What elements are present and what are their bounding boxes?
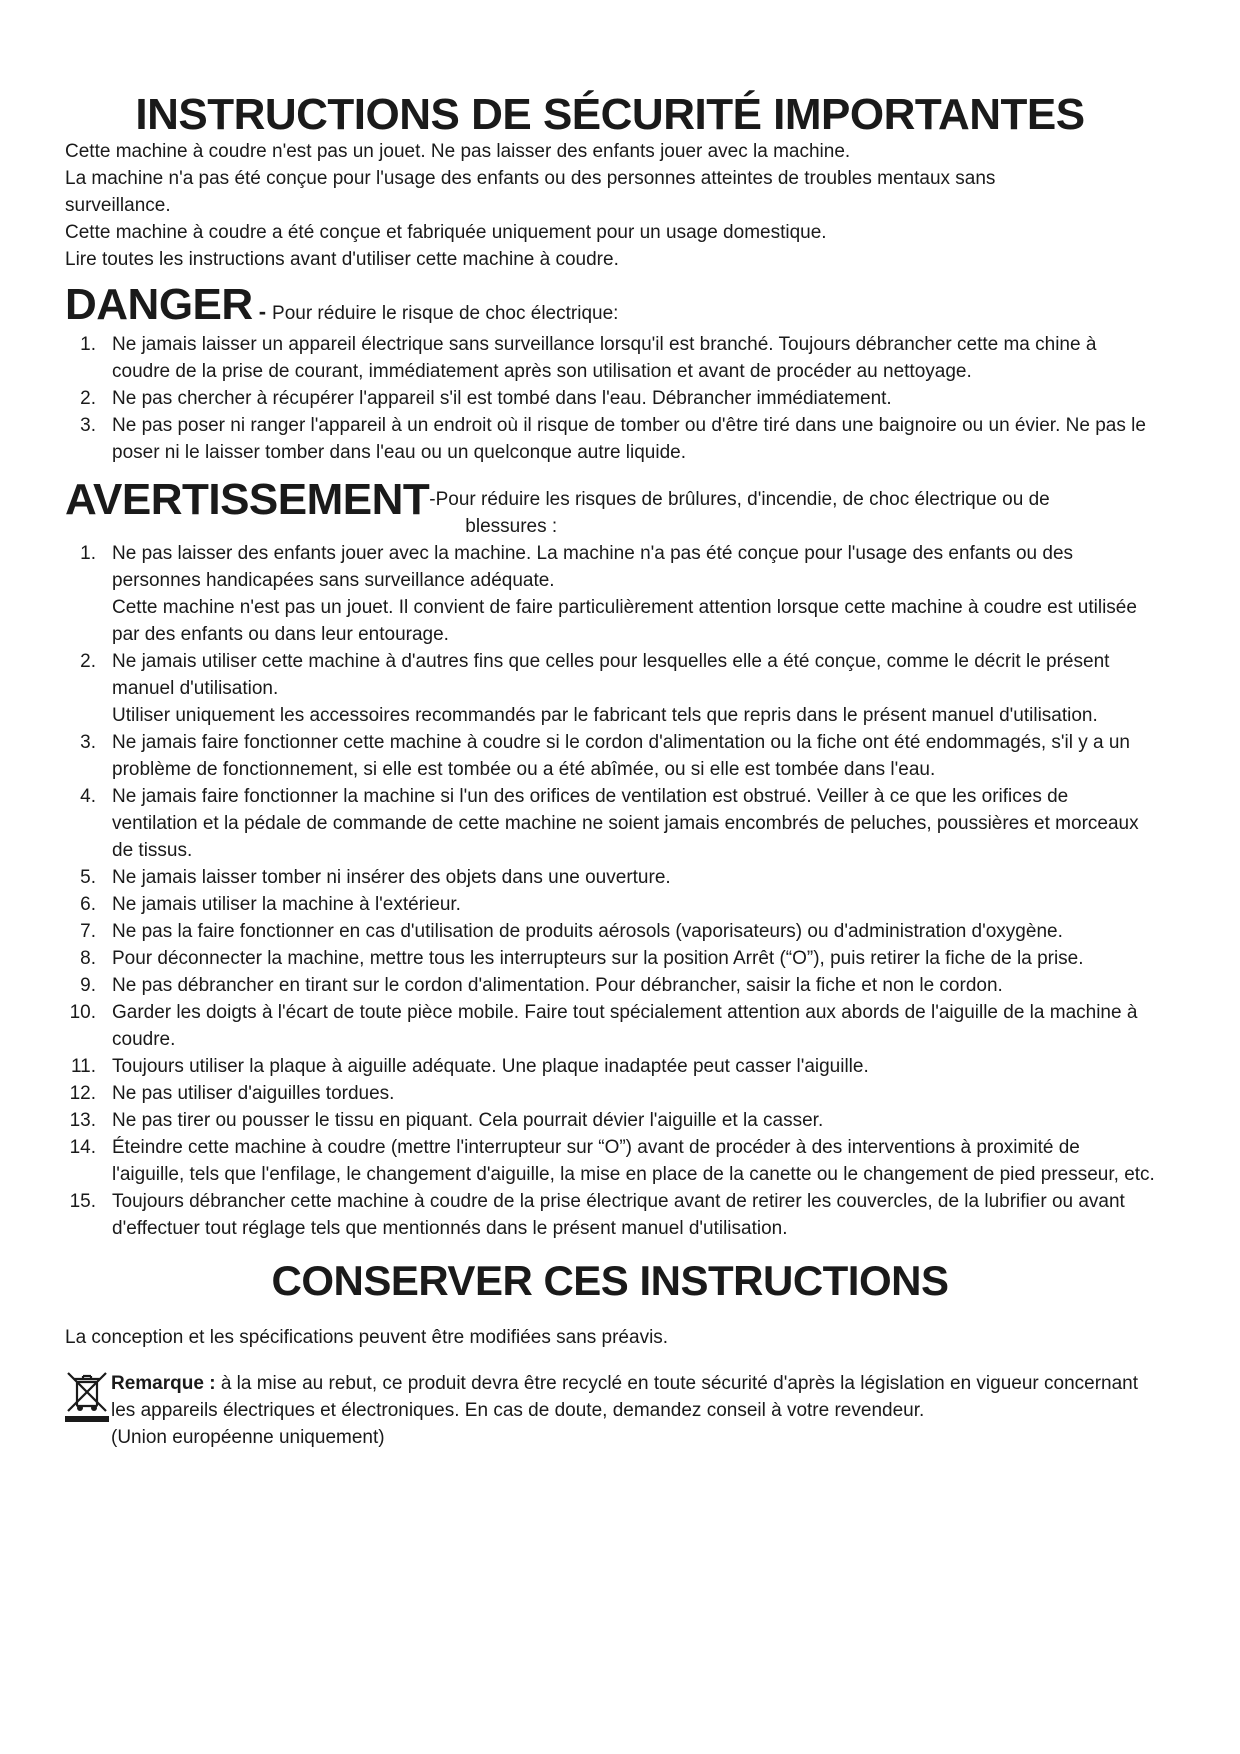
list-item	[65, 1134, 1155, 1188]
danger-heading	[65, 279, 1155, 331]
warning-list	[65, 540, 1155, 1242]
item-number: 1.	[80, 334, 96, 355]
item-text: Ne jamais utiliser la machine à l'extérieur.	[112, 894, 461, 915]
remark-label: Remarque :	[111, 1373, 216, 1394]
warning-text-line1: -Pour réduire les risques de brûlures, d'incendie, de choc électrique ou de	[429, 489, 1050, 510]
item-text: Ne pas la faire fonctionner en cas d'utilisation de produits aérosols (vaporisateurs) ou d'administration d'oxygène.	[112, 921, 1063, 942]
warning-heading	[65, 474, 1155, 540]
item-number: 15.	[69, 1191, 96, 1212]
item-text	[112, 540, 1155, 648]
danger-dash: -	[258, 299, 267, 324]
list-item	[65, 891, 1155, 918]
warning-text	[429, 474, 1049, 540]
item-text: Toujours utiliser la plaque à aiguille adéquate. Une plaque inadaptée peut casser l'aiguille.	[112, 1056, 869, 1077]
item-text: Pour déconnecter la machine, mettre tous les interrupteurs sur la position Arrêt (“O”), puis retirer la fiche de la prise.	[112, 948, 1084, 969]
remark-body: à la mise au rebut, ce produit devra être recyclé en toute sécurité d'après la législation en vigueur concernant les appareils électriques et électroniques. En cas de doute, demandez conseil à votre revendeur.	[111, 1373, 1139, 1421]
list-item	[65, 1080, 1155, 1107]
warning-word: AVERTISSEMENT	[65, 475, 430, 524]
crossed-out-wheelie-bin-icon	[65, 1370, 111, 1451]
item-text: Ne pas utiliser d'aiguilles tordues.	[112, 1083, 395, 1104]
item-number: 5.	[80, 867, 96, 888]
intro-section	[65, 138, 1155, 273]
item-text-part: Cette machine n'est pas un jouet. Il convient de faire particulièrement attention lorsque cette machine à coudre est utilisée par des enfants ou dans leur entourage.	[112, 597, 1137, 645]
list-item	[65, 729, 1155, 783]
item-text: Ne jamais laisser un appareil électrique sans surveillance lorsqu'il est branché. Toujours débrancher cette ma chine à coudre de la prise de courant, immédiatement après son utilisation et avant de procéder au nettoyage.	[112, 334, 1097, 382]
list-item	[65, 999, 1155, 1053]
item-text: Ne pas poser ni ranger l'appareil à un endroit où il risque de tomber ou d'être tiré dans une baignoire ou un évier. Ne pas le poser ni le laisser tomber dans l'eau ou un quelconque autre liquide.	[112, 415, 1146, 463]
remark-note: (Union européenne uniquement)	[111, 1427, 385, 1448]
list-item	[65, 918, 1155, 945]
item-number: 2.	[80, 651, 96, 672]
danger-text: Pour réduire le risque de choc électrique:	[272, 303, 619, 324]
item-number: 8.	[80, 948, 96, 969]
item-number: 6.	[80, 894, 96, 915]
item-text: Ne jamais faire fonctionner la machine si l'un des orifices de ventilation est obstrué. Veiller à ce que les orifices de ventilation et la pédale de commande de cette machine ne soient jamais encombrés de peluches, poussières et morceaux de tissus.	[112, 786, 1139, 861]
item-number: 7.	[80, 921, 96, 942]
item-text: Toujours débrancher cette machine à coudre de la prise électrique avant de retirer les couvercles, de la lubrifier ou avant d'effectuer tout réglage tels que mentionnés dans le présent manuel d'utilisation.	[112, 1191, 1125, 1239]
intro-line: Cette machine à coudre n'est pas un jouet. Ne pas laisser des enfants jouer avec la machine.	[65, 141, 851, 162]
item-text	[112, 648, 1155, 729]
item-text: Garder les doigts à l'écart de toute pièce mobile. Faire tout spécialement attention aux abords de l'aiguille de la machine à coudre.	[112, 1002, 1138, 1050]
list-item	[65, 540, 1155, 648]
item-number: 1.	[80, 543, 96, 564]
item-text-part: Utiliser uniquement les accessoires recommandés par le fabricant tels que repris dans le présent manuel d'utilisation.	[112, 705, 1098, 726]
list-item	[65, 1188, 1155, 1242]
intro-line: Lire toutes les instructions avant d'utiliser cette machine à coudre.	[65, 249, 619, 270]
item-number: 14.	[69, 1137, 96, 1158]
list-item	[65, 331, 1155, 385]
list-item	[65, 412, 1155, 466]
item-number: 3.	[80, 415, 96, 436]
list-item	[65, 972, 1155, 999]
item-number: 12.	[69, 1083, 96, 1104]
list-item	[65, 945, 1155, 972]
item-text-part: Ne pas laisser des enfants jouer avec la machine. La machine n'a pas été conçue pour l'usage des enfants ou des personnes handicapées sans surveillance adéquate.	[112, 543, 1074, 591]
item-number: 11.	[70, 1056, 96, 1077]
intro-line: La machine n'a pas été conçue pour l'usage des enfants ou des personnes atteintes de troubles mentaux sans surveillance.	[65, 168, 996, 216]
list-item	[65, 648, 1155, 729]
intro-line: Cette machine à coudre a été conçue et fabriquée uniquement pour un usage domestique.	[65, 222, 827, 243]
item-text: Ne pas tirer ou pousser le tissu en piquant. Cela pourrait dévier l'aiguille et la casser.	[112, 1110, 824, 1131]
danger-word: DANGER	[65, 280, 253, 329]
list-item	[65, 783, 1155, 864]
item-text: Ne jamais faire fonctionner cette machine à coudre si le cordon d'alimentation ou la fiche ont été endommagés, s'il y a un problème de fonctionnement, si elle est tombée ou a été abîmée, ou si elle est tombée dans l'eau.	[112, 732, 1130, 780]
design-note: La conception et les spécifications peuvent être modifiées sans préavis.	[65, 1327, 669, 1348]
list-item	[65, 864, 1155, 891]
list-item	[65, 1053, 1155, 1080]
conserve-title: CONSERVER CES INSTRUCTIONS	[271, 1257, 949, 1304]
disposal-remark	[65, 1370, 1155, 1451]
danger-list	[65, 331, 1155, 466]
item-number: 3.	[80, 732, 96, 753]
item-number: 9.	[80, 975, 96, 996]
item-text-part: Ne jamais utiliser cette machine à d'autres fins que celles pour lesquelles elle a été conçue, comme le décrit le présent manuel d'utilisation.	[112, 651, 1110, 699]
list-item	[65, 385, 1155, 412]
remark-text	[111, 1370, 1141, 1451]
item-text: Ne jamais laisser tomber ni insérer des objets dans une ouverture.	[112, 867, 671, 888]
list-item	[65, 1107, 1155, 1134]
page-title: INSTRUCTIONS DE SÉCURITÉ IMPORTANTES	[135, 90, 1085, 139]
item-text: Éteindre cette machine à coudre (mettre l'interrupteur sur “O”) avant de procéder à des interventions à proximité de l'aiguille, tels que l'enfilage, le changement d'aiguille, la mise en place de la canette ou le changement de pied presseur, etc.	[112, 1137, 1155, 1185]
warning-text-line2: blessures :	[465, 516, 558, 537]
item-text: Ne pas chercher à récupérer l'appareil s'il est tombé dans l'eau. Débrancher immédiatement.	[112, 388, 892, 409]
item-number: 10.	[69, 1002, 96, 1023]
item-number: 2.	[80, 388, 96, 409]
page	[65, 92, 1155, 1451]
item-number: 4.	[80, 786, 96, 807]
item-number: 13.	[69, 1110, 96, 1131]
item-text: Ne pas débrancher en tirant sur le cordon d'alimentation. Pour débrancher, saisir la fiche et non le cordon.	[112, 975, 1003, 996]
